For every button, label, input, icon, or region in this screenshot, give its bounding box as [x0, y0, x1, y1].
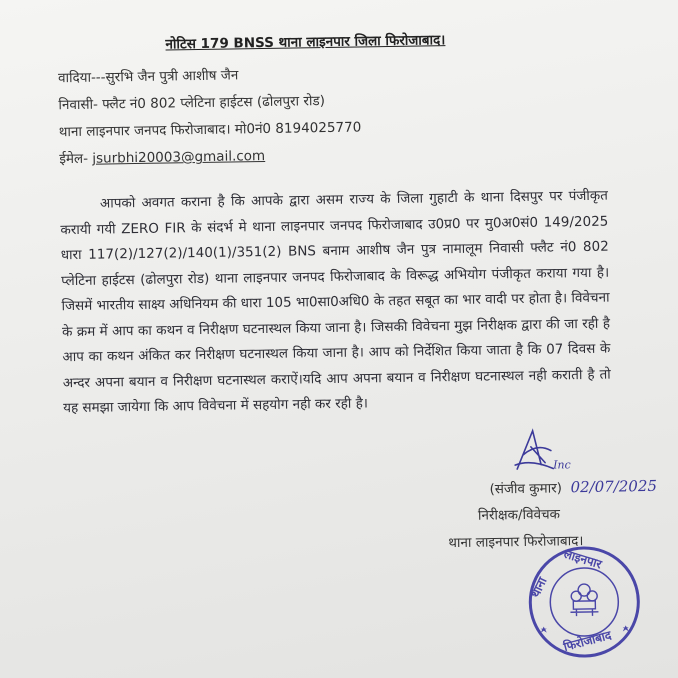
notice-body-paragraph: आपको अवगत कराना है कि आपके द्वारा असम राज्य के जिला गुहाटी के थाना दिसपुर पर पंजीकृत करायी गयी ZERO FIR के संदर्भ मे थाना लाइनपार जनपद फिरोजाबाद उ0प्र0 पर मु0अ0सं0 149/2025 धारा 117(2)/127(2)/140(1)/351(2) BNS बनाम आशीष जैन पुत्र नामालूम निवासी फ्लैट नं0 802 प्लेटिना हाईटस (ढोलपुरा रोड) थाना लाइनपार जनपद फिरोजाबाद के विरूद्ध अभियोग पंजीकृत कराया गया है। जिसमें भारतीय साक्ष्य अधिनियम की धारा 105 भा0सा0अधि0 के तहत सबूत का भार वादी पर होता है। विवेचना के क्रम में आप का कथन व निरीक्षण घटनास्थल किया जाना है। जिसकी विवेचना मुझ निरीक्षक द्वारा की जा रही है आप का कथन अंकित कर निरीक्षण घटनास्थल किया जाना है। आप को निर्देशित किया जाता है कि 07 दिवस के अन्दर अपना बयान व निरीक्षण घटनास्थल कराऐं।यदि आप अपना बयान व निरीक्षण घटनास्थल नही कराती है तो यह समझा जायेगा कि आप विवेचना में सहयोग नही कर रही है।: [60, 187, 611, 417]
handwritten-mark: Inc: [553, 458, 571, 472]
officer-name: (संजीव कुमार): [489, 480, 563, 498]
seal-text-bottom: फिरोजाबाद: [562, 627, 613, 655]
seal-text-left: थाना: [528, 575, 550, 600]
email-address: jsurbhi20003@gmail.com: [92, 147, 266, 167]
notice-title: नोटिस 179 BNSS थाना लाइनपार जिला फिरोजाबाद।: [165, 32, 446, 53]
star-icon: [541, 627, 547, 633]
complainant-email-line: [59, 146, 265, 167]
handwritten-signature: [507, 424, 578, 475]
seal-text-top: लाइनपार: [562, 546, 604, 572]
signature-date: 02/07/2025: [570, 476, 658, 497]
officer-station: थाना लाइनपार फिरोजाबाद।: [448, 533, 584, 552]
police-station-seal: [525, 543, 643, 661]
complainant-police-station-mobile: थाना लाइनपार जनपद फिरोजाबाद। मो0नं0 8194025770: [58, 119, 362, 141]
complainant-address: निवासी- फ्लैट नं0 802 प्लेटिना हाईटस (ढोलपुरा रोड): [58, 93, 326, 114]
complainant-name: वादिया---सुरभि जैन पुत्री आशीष जैन: [57, 67, 239, 87]
email-label: ईमेल-: [59, 150, 93, 168]
emblem-icon: [570, 584, 598, 616]
star-icon: [623, 625, 629, 631]
officer-designation: निरीक्षक/विवेचक: [477, 506, 561, 524]
